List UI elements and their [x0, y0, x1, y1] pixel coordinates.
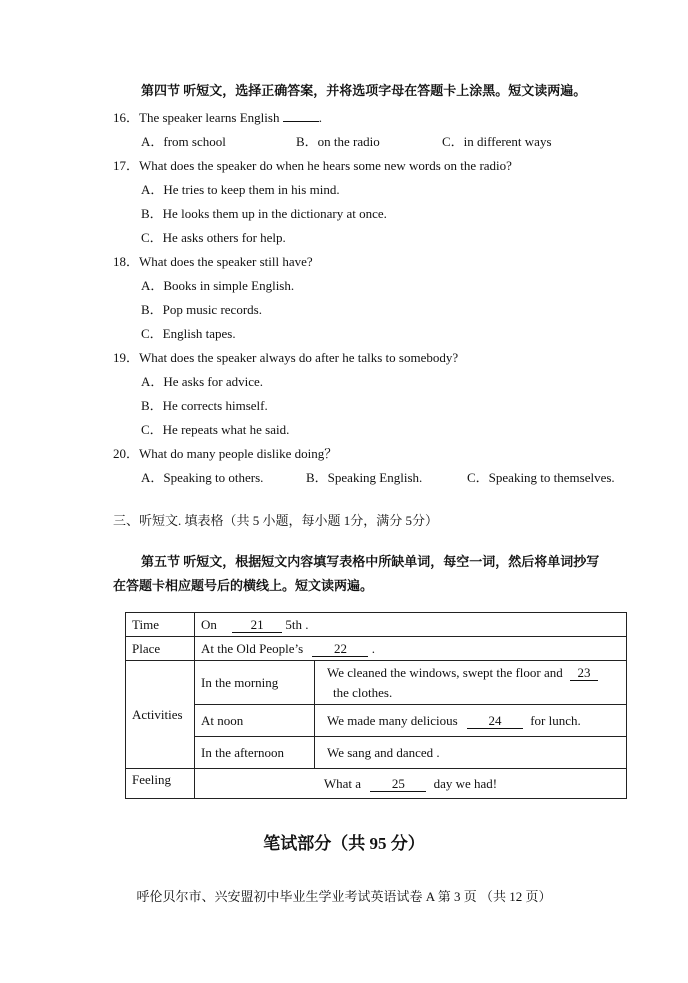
morning-label: In the morning — [195, 661, 315, 705]
option-17b: B．He looks them up in the dictionary at once. — [141, 206, 387, 221]
written-part-heading: 笔试部分（共 95 分） — [263, 834, 425, 853]
time-suffix: 5th . — [285, 616, 309, 632]
question-text: The speaker learns English — [139, 110, 280, 125]
part3-title: 三、听短文. 填表格（共 5 小题，每小题 1分，满分 5分） — [113, 513, 439, 528]
answer-blank-23: 23 — [570, 666, 598, 681]
answer-blank-24: 24 — [467, 714, 523, 729]
time-prefix: On — [201, 616, 217, 632]
option-16b: B．on the radio — [296, 134, 380, 149]
feeling-suffix: day we had! — [433, 775, 498, 791]
option-19a: A．He asks for advice. — [141, 374, 264, 389]
option-16c: C．in different ways — [442, 134, 552, 149]
question-18 — [113, 251, 313, 270]
afternoon-cell: We sang and danced . — [315, 737, 627, 769]
question-number: 17． — [113, 158, 140, 173]
table-row-time — [126, 613, 627, 637]
feeling-prefix: What a — [323, 775, 362, 791]
afternoon-label: In the afternoon — [195, 737, 315, 769]
table-row-noon — [126, 705, 627, 737]
place-suffix: . — [371, 640, 375, 656]
fill-in-table — [125, 612, 627, 799]
question-number: 20． — [113, 446, 140, 461]
question-text: What do many people dislike doing？ — [139, 446, 338, 461]
question-19 — [113, 347, 458, 366]
question-17 — [113, 155, 512, 174]
option-16a: A．from school — [141, 134, 226, 149]
answer-blank-21: 21 — [232, 618, 282, 633]
option-18c: C．English tapes. — [141, 326, 236, 341]
section5-instruction-line2: 在答题卡相应题号后的横线上。短文读两遍。 — [113, 578, 374, 593]
question-text: What does the speaker always do after he talks to somebody? — [139, 350, 459, 365]
option-17a: A．He tries to keep them in his mind. — [141, 182, 340, 197]
noon-suffix: for lunch. — [530, 712, 581, 728]
table-row-afternoon — [126, 737, 627, 769]
page-footer: 呼伦贝尔市、兴安盟初中毕业生学业考试英语试卷 A 第 3 页 （共 12 页） — [136, 889, 552, 904]
question-20 — [113, 443, 337, 462]
section5-instruction-line1: 第五节 听短文，根据短文内容填写表格中所缺单词，每空一词，然后将单词抄写 — [141, 554, 600, 569]
table-row-place — [126, 637, 627, 661]
time-label: Time — [126, 613, 195, 637]
option-18b: B．Pop music records. — [141, 302, 262, 317]
answer-blank-22: 22 — [312, 642, 368, 657]
answer-blank-25: 25 — [370, 777, 426, 792]
morning-text: We cleaned the windows, swept the floor and — [327, 664, 563, 680]
noon-label: At noon — [195, 705, 315, 737]
question-suffix: . — [318, 110, 322, 125]
option-20a: A．Speaking to others. — [141, 470, 264, 485]
option-17c: C．He asks others for help. — [141, 230, 286, 245]
section4-instruction: 第四节 听短文，选择正确答案，并将选项字母在答题卡上涂黑。短文读两遍。 — [141, 83, 587, 98]
option-18a: A．Books in simple English. — [141, 278, 295, 293]
noon-cell — [315, 705, 627, 737]
question-16 — [113, 107, 322, 126]
answer-blank — [283, 121, 319, 122]
question-number: 16． — [113, 110, 140, 125]
place-cell — [195, 637, 627, 661]
place-prefix: At the Old People’s — [201, 640, 304, 656]
option-19b: B．He corrects himself. — [141, 398, 268, 413]
question-number: 19． — [113, 350, 140, 365]
question-number: 18． — [113, 254, 140, 269]
question-text: What does the speaker still have? — [139, 254, 313, 269]
feeling-cell — [195, 769, 627, 799]
option-20b: B．Speaking English. — [306, 470, 423, 485]
morning-cell — [315, 661, 627, 705]
option-20c: C．Speaking to themselves. — [467, 470, 615, 485]
question-text: What does the speaker do when he hears some new words on the radio? — [139, 158, 512, 173]
feeling-label: Feeling — [126, 769, 195, 799]
morning-text-2: the clothes. — [333, 684, 393, 700]
place-label: Place — [126, 637, 195, 661]
activities-label: Activities — [126, 661, 195, 769]
time-cell — [195, 613, 627, 637]
table-row-feeling — [126, 769, 627, 799]
table-row-morning — [126, 661, 627, 705]
option-19c: C．He repeats what he said. — [141, 422, 290, 437]
noon-prefix: We made many delicious — [327, 712, 458, 728]
